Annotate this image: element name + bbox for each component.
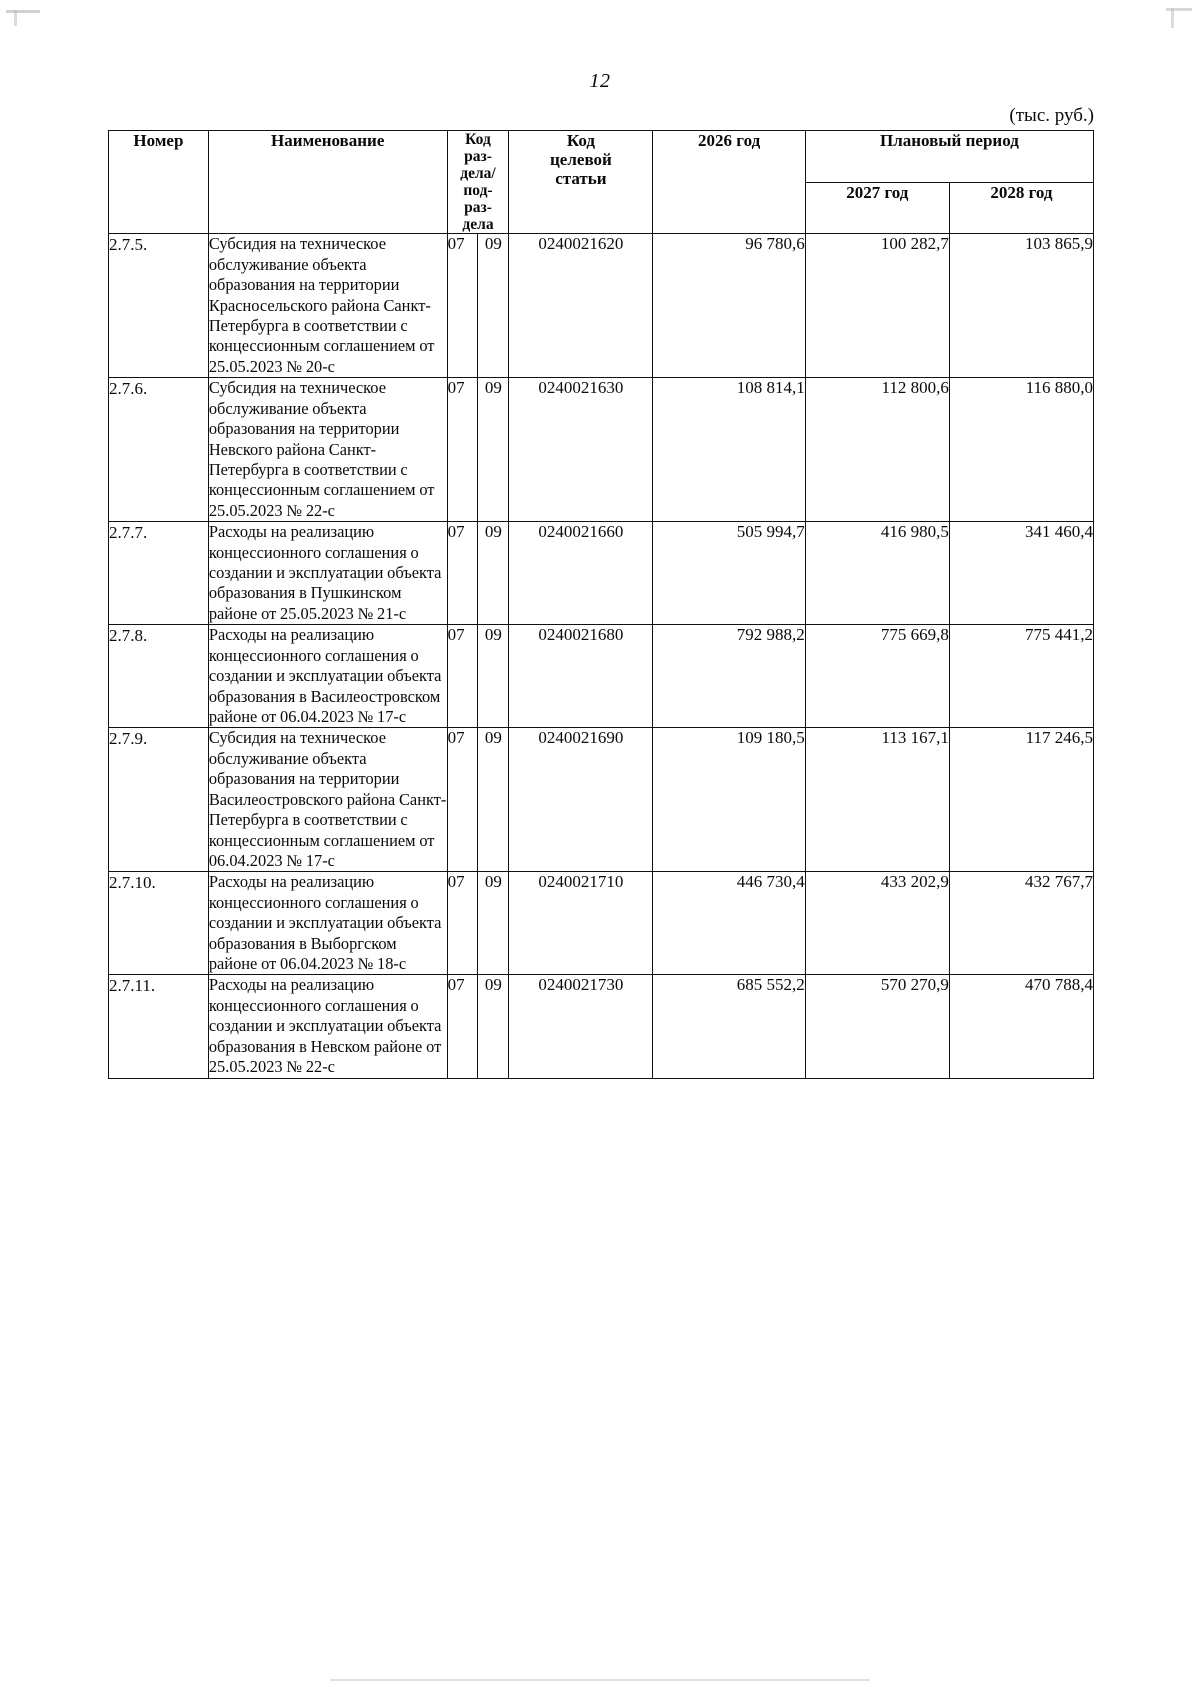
cell-amount-2028: 116 880,0 (949, 378, 1093, 522)
cell-number: 2.7.11. (109, 975, 209, 1078)
cell-podrazdel: 09 (478, 975, 509, 1078)
cell-amount-2026: 685 552,2 (653, 975, 805, 1078)
cell-podrazdel: 09 (478, 522, 509, 625)
cell-name: Расходы на реализацию концессионного соглашения о создании и эксплуатации объекта образования в Пушкинском районе от 25.05.2023 № 21-с (208, 522, 447, 625)
cell-number: 2.7.10. (109, 872, 209, 975)
cell-razdel: 07 (447, 234, 478, 378)
cell-name: Расходы на реализацию концессионного соглашения о создании и эксплуатации объекта образования в Выборгском районе от 06.04.2023 № 18-с (208, 872, 447, 975)
column-header-section-code: Код раз- дела/ под- раз- дела (447, 131, 509, 234)
table-row (109, 728, 1094, 872)
cell-number: 2.7.8. (109, 625, 209, 728)
cell-amount-2028: 117 246,5 (949, 728, 1093, 872)
cell-name: Расходы на реализацию концессионного соглашения о создании и эксплуатации объекта образования в Невском районе от 25.05.2023 № 22-с (208, 975, 447, 1078)
cell-razdel: 07 (447, 522, 478, 625)
cell-name: Субсидия на техническое обслуживание объекта образования на территории Красносельского района Санкт-Петербурга в соответствии с концессионным соглашением от 25.05.2023 № 20-с (208, 234, 447, 378)
cell-target-code: 0240021630 (509, 378, 653, 522)
cell-amount-2027: 775 669,8 (805, 625, 949, 728)
cell-target-code: 0240021620 (509, 234, 653, 378)
column-header-year-2028: 2028 год (949, 182, 1093, 234)
cell-number: 2.7.5. (109, 234, 209, 378)
cell-amount-2027: 112 800,6 (805, 378, 949, 522)
column-header-planned-period: Плановый период (805, 131, 1093, 183)
cell-target-code: 0240021680 (509, 625, 653, 728)
cell-razdel: 07 (447, 872, 478, 975)
table-row (109, 522, 1094, 625)
table-row (109, 234, 1094, 378)
cell-name: Субсидия на техническое обслуживание объекта образования на территории Невского района Санкт-Петербурга в соответствии с концессионным соглашением от 25.05.2023 № 22-с (208, 378, 447, 522)
cell-razdel: 07 (447, 728, 478, 872)
cell-target-code: 0240021690 (509, 728, 653, 872)
cell-podrazdel: 09 (478, 625, 509, 728)
scan-artifact-top-left (6, 10, 40, 13)
table-row (109, 625, 1094, 728)
cell-podrazdel: 09 (478, 378, 509, 522)
scan-artifact-bottom (330, 1679, 870, 1681)
cell-amount-2028: 341 460,4 (949, 522, 1093, 625)
cell-amount-2026: 505 994,7 (653, 522, 805, 625)
cell-amount-2028: 103 865,9 (949, 234, 1093, 378)
table-row (109, 975, 1094, 1078)
column-header-number: Номер (109, 131, 209, 234)
cell-target-code: 0240021660 (509, 522, 653, 625)
cell-name: Расходы на реализацию концессионного соглашения о создании и эксплуатации объекта образования в Василеостровском районе от 06.04.2023 № 17-с (208, 625, 447, 728)
cell-podrazdel: 09 (478, 872, 509, 975)
cell-podrazdel: 09 (478, 728, 509, 872)
column-header-year-2027: 2027 год (805, 182, 949, 234)
cell-amount-2026: 109 180,5 (653, 728, 805, 872)
cell-razdel: 07 (447, 975, 478, 1078)
cell-podrazdel: 09 (478, 234, 509, 378)
budget-table (108, 130, 1094, 1079)
cell-amount-2027: 100 282,7 (805, 234, 949, 378)
cell-target-code: 0240021710 (509, 872, 653, 975)
cell-name: Субсидия на техническое обслуживание объекта образования на территории Василеостровского района Санкт-Петербурга в соответствии с концессионным соглашением от 06.04.2023 № 17-с (208, 728, 447, 870)
cell-amount-2026: 446 730,4 (653, 872, 805, 975)
cell-amount-2028: 470 788,4 (949, 975, 1093, 1078)
cell-amount-2027: 433 202,9 (805, 872, 949, 975)
cell-number: 2.7.7. (109, 522, 209, 625)
cell-razdel: 07 (447, 625, 478, 728)
scan-artifact-right (1171, 8, 1174, 28)
cell-amount-2028: 775 441,2 (949, 625, 1093, 728)
cell-amount-2027: 113 167,1 (805, 728, 949, 872)
cell-amount-2027: 416 980,5 (805, 522, 949, 625)
scan-artifact-left (14, 10, 17, 26)
column-header-year-2026: 2026 год (653, 131, 805, 234)
cell-number: 2.7.6. (109, 378, 209, 522)
cell-number: 2.7.9. (109, 728, 209, 872)
column-header-target-code: Код целевой статьи (509, 131, 653, 234)
cell-amount-2027: 570 270,9 (805, 975, 949, 1078)
cell-razdel: 07 (447, 378, 478, 522)
cell-amount-2028: 432 767,7 (949, 872, 1093, 975)
column-header-name: Наименование (208, 131, 447, 234)
table-header-row-1 (109, 131, 1094, 183)
table-row (109, 378, 1094, 522)
scan-artifact-top-right (1166, 8, 1192, 11)
table-row (109, 872, 1094, 975)
cell-target-code: 0240021730 (509, 975, 653, 1078)
units-label: (тыс. руб.) (1009, 105, 1094, 126)
cell-amount-2026: 792 988,2 (653, 625, 805, 728)
cell-amount-2026: 108 814,1 (653, 378, 805, 522)
page-number: 12 (589, 70, 611, 92)
cell-amount-2026: 96 780,6 (653, 234, 805, 378)
